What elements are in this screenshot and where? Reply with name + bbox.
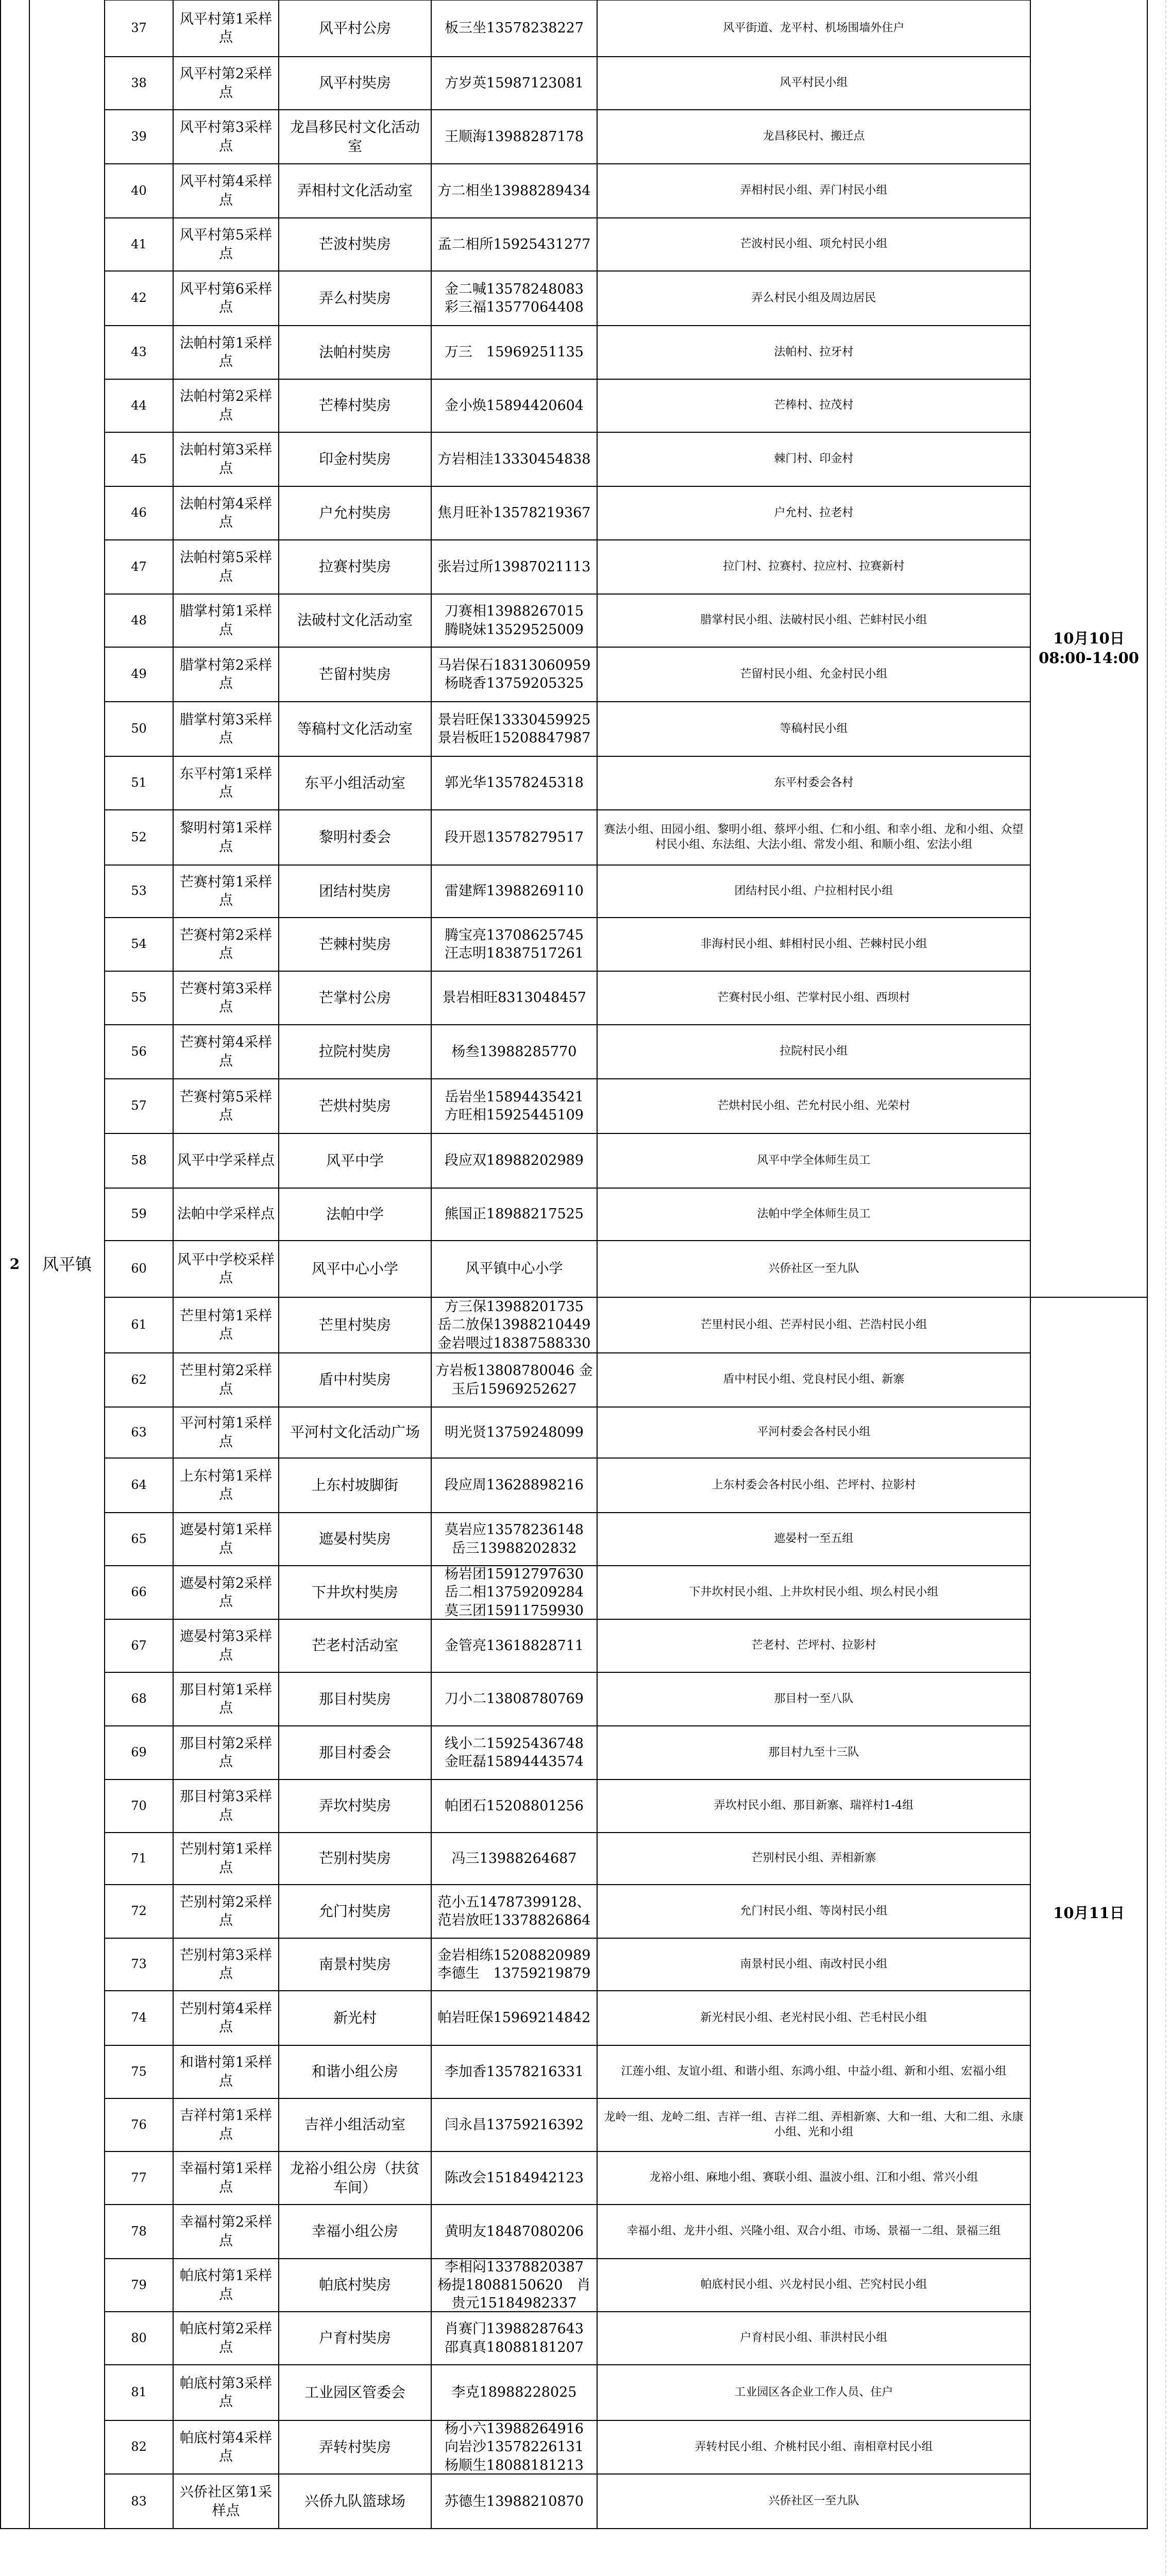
sampling-point-cell: 风平村第5采样点 [179,227,273,262]
location-cell: 风平村公房 [318,19,391,37]
row-number-cell: 79 [131,2277,147,2292]
coverage-area-cell: 兴侨社区一至九队 [768,1262,859,1275]
sheet-right-edge-line [1165,0,1166,2576]
sampling-point-cell: 芒别村第1采样点 [179,1841,273,1876]
coverage-area-cell: 龙昌移民村、搬迁点 [762,130,865,143]
sampling-point-cell: 上东村第1采样点 [179,1468,273,1502]
coverage-area-cell: 非海村民小组、蚌相村民小组、芒棘村民小组 [700,937,927,951]
location-cell: 兴侨九队篮球场 [304,2493,405,2510]
row-number-cell: 40 [131,183,147,198]
location-cell: 户育村奘房 [318,2329,391,2347]
sampling-point-cell: 东平村第1采样点 [179,766,273,800]
row-number-cell: 55 [131,990,147,1005]
coverage-area-cell: 法帕村、拉牙村 [774,345,854,359]
coverage-area-cell: 龙岭一组、龙岭二组、吉祥一组、吉祥二组、弄相新寨、大和一组、大和二组、永康小组、光和小组 [604,2110,1024,2139]
sampling-point-cell: 风平村第6采样点 [179,281,273,315]
sampling-point-cell: 法帕村第4采样点 [179,496,273,530]
contact-cell: 方二相坐13988289434 [437,182,591,199]
sampling-point-cell: 帕底村第4采样点 [179,2430,273,2464]
row-number-cell: 53 [131,884,147,899]
location-cell: 南景村奘房 [318,1955,391,1973]
contact-cell: 段应双18988202989 [445,1153,584,1169]
contact-cell: 张岩过所13987021113 [437,558,591,575]
row-number-cell: 72 [131,1904,147,1919]
row-number-cell: 37 [131,21,147,36]
sampling-point-cell: 法帕中学采样点 [177,1206,275,1223]
location-cell: 幸福小组公房 [311,2223,398,2240]
row-number-cell: 57 [131,1098,147,1113]
contact-cell: 雷建辉13988269110 [445,883,584,900]
time-slot-cell-oct10: 10月10日 08:00-14:00 [1039,630,1139,667]
contact-cell: 板三坐13578238227 [445,20,584,37]
coverage-area-cell: 新光村民小组、老光村民小组、芒毛村民小组 [700,2011,927,2024]
location-cell: 弄么村奘房 [318,289,391,307]
coverage-area-cell: 棘门村、印金村 [774,452,854,466]
location-cell: 上东村坡脚街 [311,1476,398,1494]
row-number-cell: 80 [131,2330,147,2345]
row-number-cell: 65 [131,1531,147,1546]
location-cell: 盾中村奘房 [318,1371,391,1388]
sampling-point-cell: 幸福村第1采样点 [179,2161,273,2195]
sampling-point-cell: 遮晏村第2采样点 [179,1575,273,1609]
row-number-cell: 78 [131,2224,147,2239]
row-number-cell: 83 [131,2494,147,2509]
coverage-area-cell: 腊掌村民小组、法破村民小组、芒蚌村民小组 [700,614,927,627]
contact-cell: 焦月旺补13578219367 [437,505,591,521]
sampling-point-cell: 芒赛村第1采样点 [179,874,273,908]
row-number-cell: 76 [131,2117,147,2132]
location-cell: 那目村委会 [318,1743,391,1761]
contact-cell: 方岩板13808780046 金玉后15969252627 [435,1363,593,1397]
location-cell: 工业园区管委会 [304,2383,405,2401]
row-number-cell: 77 [131,2170,147,2185]
sampling-point-cell: 那目村第1采样点 [179,1682,273,1716]
coverage-area-cell: 弄转村民小组、介桃村民小组、南相章村民小组 [694,2440,933,2453]
row-number-cell: 54 [131,937,147,952]
coverage-area-cell: 芒波村民小组、项允村民小组 [740,238,888,251]
coverage-area-cell: 芒别村民小组、弄相新寨 [751,1852,876,1865]
contact-cell: 线小二15925436748 金旺磊15894443574 [445,1735,598,1770]
row-number-cell: 64 [131,1478,147,1493]
sampling-point-cell: 风平中学采样点 [177,1153,275,1169]
sampling-point-cell: 兴侨社区第1采样点 [179,2484,273,2519]
row-number-cell: 56 [131,1044,147,1059]
row-number-cell: 70 [131,1798,147,1813]
coverage-area-cell: 江莲小组、友谊小组、和谐小组、东鸿小组、中益小组、新和小组、宏福小组 [621,2065,1007,2078]
contact-cell: 明光贤13759248099 [445,1424,584,1440]
contact-cell: 李克18988228025 [451,2384,577,2401]
coverage-area-cell: 弄相村民小组、弄门村民小组 [740,184,888,197]
row-number-cell: 62 [131,1372,147,1387]
sampling-point-cell: 风平村第3采样点 [179,120,273,154]
location-cell: 芒别村奘房 [318,1850,391,1867]
row-number-cell: 71 [131,1851,147,1866]
location-cell: 芒掌村公房 [318,989,391,1006]
contact-cell: 金小焕15894420604 [445,397,584,414]
sampling-point-cell: 法帕村第2采样点 [179,388,273,423]
contact-cell: 杨小六13988264916 向岩沙13578226131 杨顺生18088181213 [445,2421,598,2473]
contact-cell: 方岁英15987123081 [445,75,584,91]
row-number-cell: 66 [131,1585,147,1600]
sampling-point-cell: 帕底村第3采样点 [179,2375,273,2410]
contact-cell: 杨叁13988285770 [451,1043,577,1060]
location-cell: 拉赛村奘房 [318,558,391,575]
coverage-area-cell: 幸福小组、龙井小组、兴隆小组、双合小组、市场、景福一二组、景福三组 [626,2225,1001,2238]
row-number-cell: 49 [131,667,147,682]
location-cell: 芒留村奘房 [318,665,391,683]
row-number-cell: 61 [131,1317,147,1332]
row-number-cell: 45 [131,451,147,466]
row-number-cell: 52 [131,829,147,844]
coverage-area-cell: 盾中村民小组、党良村民小组、新寨 [723,1373,905,1386]
contact-cell: 金二喊13578248083 彩三福13577064408 [445,281,598,315]
time-slot-cell-oct11: 10月11日 [1053,1904,1125,1922]
location-cell: 下井坎村奘房 [311,1583,398,1601]
coverage-area-cell: 风平村民小组 [779,76,848,90]
sampling-point-cell: 芒里村第1采样点 [179,1308,273,1342]
sampling-point-cell: 风平村第1采样点 [179,11,273,45]
sampling-point-cell: 风平中学校采样点 [177,1251,275,1286]
row-number-cell: 41 [131,236,147,251]
row-number-cell: 60 [131,1261,147,1276]
sampling-point-cell: 风平村第2采样点 [179,66,273,100]
location-cell: 芒老村活动室 [311,1637,398,1654]
coverage-area-cell: 芒棒村、拉茂村 [774,399,854,412]
row-number-cell: 47 [131,559,147,574]
location-cell: 吉祥小组活动室 [304,2116,405,2133]
contact-cell: 王顺海13988287178 [445,128,584,145]
row-number-cell: 73 [131,1957,147,1972]
sampling-point-cell: 芒别村第4采样点 [179,2001,273,2035]
location-cell: 印金村奘房 [318,450,391,468]
sampling-point-cell: 芒赛村第2采样点 [179,927,273,961]
row-number-cell: 51 [131,775,147,790]
contact-cell: 风平镇中心小学 [465,1261,563,1277]
sampling-point-cell: 法帕村第3采样点 [179,442,273,477]
group-index-cell: 2 [9,1256,20,1273]
coverage-area-cell: 风平中学全体师生员工 [757,1154,871,1167]
sampling-point-cell: 芒赛村第5采样点 [179,1089,273,1123]
coverage-area-cell: 芒留村民小组、允金村民小组 [740,667,888,681]
sampling-point-cell: 平河村第1采样点 [179,1415,273,1450]
contact-cell: 腾宝亮13708625745 汪志明18387517261 [445,927,598,961]
sampling-point-cell: 腊掌村第1采样点 [179,603,273,638]
contact-cell: 金管亮13618828711 [445,1637,584,1654]
row-number-cell: 74 [131,2010,147,2025]
sampling-point-cell: 帕底村第1采样点 [179,2268,273,2302]
sampling-point-cell: 遮晏村第1采样点 [179,1522,273,1556]
location-cell: 芒波村奘房 [318,235,391,253]
contact-cell: 马岩保石18313060959杨晓香13759205325 [437,657,591,691]
town-name-cell: 风平镇 [42,1254,92,1274]
coverage-area-cell: 赛法小组、田园小组、黎明小组、蔡坪小组、仁和小组、和幸小组、龙和小组、众望村民小组、东法组、大法小组、常发小组、和顺小组、宏法小组 [604,823,1024,851]
coverage-area-cell: 工业园区各企业工作人员、住户 [734,2385,893,2399]
location-cell: 等稿村文化活动室 [297,720,413,737]
location-cell: 平河村文化活动广场 [290,1423,420,1441]
sampling-point-cell: 帕底村第2采样点 [179,2321,273,2355]
contact-cell: 冯三13988264687 [451,1850,577,1867]
contact-cell: 刀赛相13988267015 腾晓妹13529525009 [445,603,598,638]
sampling-point-cell: 风平村第4采样点 [179,174,273,208]
row-number-cell: 82 [131,2439,147,2454]
sampling-point-cell: 腊掌村第3采样点 [179,711,273,746]
location-cell: 风平村奘房 [318,74,391,92]
location-cell: 芒烘村奘房 [318,1097,391,1114]
location-cell: 帕底村奘房 [318,2276,391,2294]
row-number-cell: 43 [131,345,147,360]
row-number-cell: 44 [131,398,147,413]
coverage-area-cell: 那目村九至十三队 [768,1745,859,1759]
row-number-cell: 75 [131,2064,147,2079]
location-cell: 芒棘村奘房 [318,935,391,953]
contact-cell: 刀小二13808780769 [445,1691,584,1707]
coverage-area-cell: 帕底村民小组、兴龙村民小组、芒究村民小组 [700,2278,927,2292]
coverage-area-cell: 拉院村民小组 [779,1045,848,1058]
sampling-point-cell: 那目村第2采样点 [179,1735,273,1770]
coverage-area-cell: 兴侨社区一至九队 [768,2495,859,2508]
contact-cell: 陈改会15184942123 [445,2170,584,2186]
coverage-area-cell: 允门村民小组、等岗村民小组 [740,1904,888,1918]
sampling-point-cell: 吉祥村第1采样点 [179,2108,273,2142]
contact-cell: 方岩相洼13330454838 [437,451,591,467]
location-cell: 黎明村委会 [318,828,391,846]
row-number-cell: 67 [131,1638,147,1653]
coverage-area-cell: 上东村委会各村民小组、芒坪村、拉影村 [711,1478,916,1492]
contact-cell: 段应周13628898216 [445,1477,584,1494]
coverage-area-cell: 那目村一至八队 [774,1692,854,1705]
contact-cell: 段开恩13578279517 [445,829,584,845]
contact-cell: 帕岩旺保15969214842 [437,2010,591,2026]
coverage-area-cell: 户允村、拉老村 [774,506,854,519]
row-number-cell: 58 [131,1153,147,1168]
coverage-area-cell: 芒赛村民小组、芒掌村民小组、西坝村 [717,991,910,1004]
location-cell: 和谐小组公房 [311,2063,398,2080]
contact-cell: 景岩相旺8313048457 [442,990,586,1006]
sampling-point-cell: 芒别村第3采样点 [179,1947,273,1981]
location-cell: 东平小组活动室 [304,774,405,791]
location-cell: 风平中心小学 [311,1260,398,1277]
coverage-area-cell: 法帕中学全体师生员工 [757,1207,871,1221]
location-cell: 法帕中学 [326,1205,384,1223]
sampling-point-cell: 那目村第3采样点 [179,1789,273,1823]
row-number-cell: 39 [131,129,147,144]
coverage-area-cell: 龙裕小组、麻地小组、赛联小组、温波小组、江和小组、常兴小组 [649,2171,978,2184]
coverage-area-cell: 平河村委会各村民小组 [757,1426,871,1439]
coverage-area-cell: 风平街道、龙平村、机场围墙外住户 [723,21,905,35]
row-number-cell: 46 [131,505,147,520]
contact-cell: 万三 15969251135 [445,344,584,361]
sampling-point-cell: 和谐村第1采样点 [179,2055,273,2089]
contact-cell: 孟二相所15925431277 [437,236,591,252]
row-number-cell: 48 [131,613,147,628]
coverage-area-cell: 拉门村、拉赛村、拉应村、拉赛新村 [723,560,905,573]
location-cell: 允门村奘房 [318,1902,391,1920]
location-cell: 法破村文化活动室 [297,612,413,629]
contact-cell: 苏德生13988210870 [445,2493,584,2510]
contact-cell: 莫岩应13578236148 岳三13988202832 [445,1522,598,1556]
sampling-point-cell: 腊掌村第2采样点 [179,657,273,691]
contact-cell: 李加香13578216331 [445,2063,584,2080]
contact-cell: 郭光华13578245318 [445,775,584,791]
row-number-cell: 50 [131,721,147,736]
location-cell: 拉院村奘房 [318,1043,391,1060]
contact-cell: 岳岩坐15894435421 方旺相15925445109 [445,1089,598,1123]
sampling-point-cell: 幸福村第2采样点 [179,2214,273,2249]
row-number-cell: 38 [131,75,147,90]
coverage-area-cell: 团结村民小组、户拉相村民小组 [734,884,893,897]
location-cell: 龙昌移民村文化活动室 [290,118,420,155]
row-number-cell: 68 [131,1691,147,1706]
coverage-area-cell: 户育村民小组、菲洪村民小组 [740,2331,888,2345]
location-cell: 户允村奘房 [318,504,391,521]
row-number-cell: 63 [131,1425,147,1439]
coverage-area-cell: 南景村民小组、南改村民小组 [740,1957,888,1971]
contact-cell: 杨岩团15912797630 岳二相13759209284 莫三团15911759930 [445,1566,598,1619]
contact-cell: 闫永昌13759216392 [445,2116,584,2133]
coverage-area-cell: 东平村委会各村 [774,776,854,789]
row-number-cell: 59 [131,1207,147,1222]
contact-cell: 帕团石15208801256 [445,1798,584,1814]
sampling-point-cell: 芒赛村第3采样点 [179,980,273,1015]
contact-cell: 范小五14787399128、范岩放旺13378826864 [437,1894,591,1928]
contact-cell: 方三保13988201735 岳二放保13988210449 金岩喂过18387588330 [437,1299,605,1351]
location-cell: 龙裕小组公房（扶贫车间） [290,2160,420,2196]
location-cell: 新光村 [333,2009,377,2026]
coverage-area-cell: 弄坎村民小组、那目新寨、瑞祥村1-4组 [714,1799,914,1812]
location-cell: 弄相村文化活动室 [297,182,413,199]
location-cell: 芒里村奘房 [318,1316,391,1333]
sampling-point-cell: 芒里村第2采样点 [179,1363,273,1397]
sampling-point-cell: 芒赛村第4采样点 [179,1035,273,1069]
contact-cell: 黄明友18487080206 [445,2223,584,2240]
location-cell: 风平中学 [326,1151,384,1169]
contact-cell: 熊国正18988217525 [445,1206,584,1223]
location-cell: 那目村奘房 [318,1690,391,1707]
location-cell: 芒棒村奘房 [318,397,391,414]
contact-cell: 景岩旺保13330459925景岩板旺15208847987 [437,711,591,746]
coverage-area-cell: 弄么村民小组及周边居民 [751,291,876,304]
coverage-area-cell: 芒里村民小组、芒弄村民小组、芒浩村民小组 [700,1318,927,1331]
row-number-cell: 81 [131,2385,147,2400]
coverage-area-cell: 遮晏村一至五组 [774,1532,854,1546]
location-cell: 遮晏村奘房 [318,1530,391,1548]
contact-cell: 李相闷13378820387 杨提18088150620 肖贵元15184982337 [437,2259,598,2312]
contact-cell: 肖赛门13988287643 邵真真18088181207 [445,2321,598,2355]
coverage-area-cell: 下井坎村民小组、上井坎村民小组、坝么村民小组 [689,1585,939,1599]
sampling-point-cell: 法帕村第5采样点 [179,550,273,584]
sampling-point-cell: 芒别村第2采样点 [179,1894,273,1928]
location-cell: 弄转村奘房 [318,2438,391,2455]
coverage-area-cell: 芒烘村民小组、芒允村民小组、光荣村 [717,1099,910,1112]
coverage-area-cell: 等稿村民小组 [779,722,848,735]
sampling-point-cell: 法帕村第1采样点 [179,335,273,369]
contact-cell: 金岩相练15208820989 李德生 13759219879 [437,1947,605,1981]
location-cell: 团结村奘房 [318,882,391,900]
coverage-area-cell: 芒老村、芒坪村、拉影村 [751,1639,876,1652]
sampling-point-cell: 遮晏村第3采样点 [179,1629,273,1663]
location-cell: 弄坎村奘房 [318,1797,391,1815]
row-number-cell: 69 [131,1745,147,1760]
row-number-cell: 42 [131,291,147,306]
location-cell: 法帕村奘房 [318,343,391,361]
sampling-point-cell: 黎明村第1采样点 [179,820,273,855]
